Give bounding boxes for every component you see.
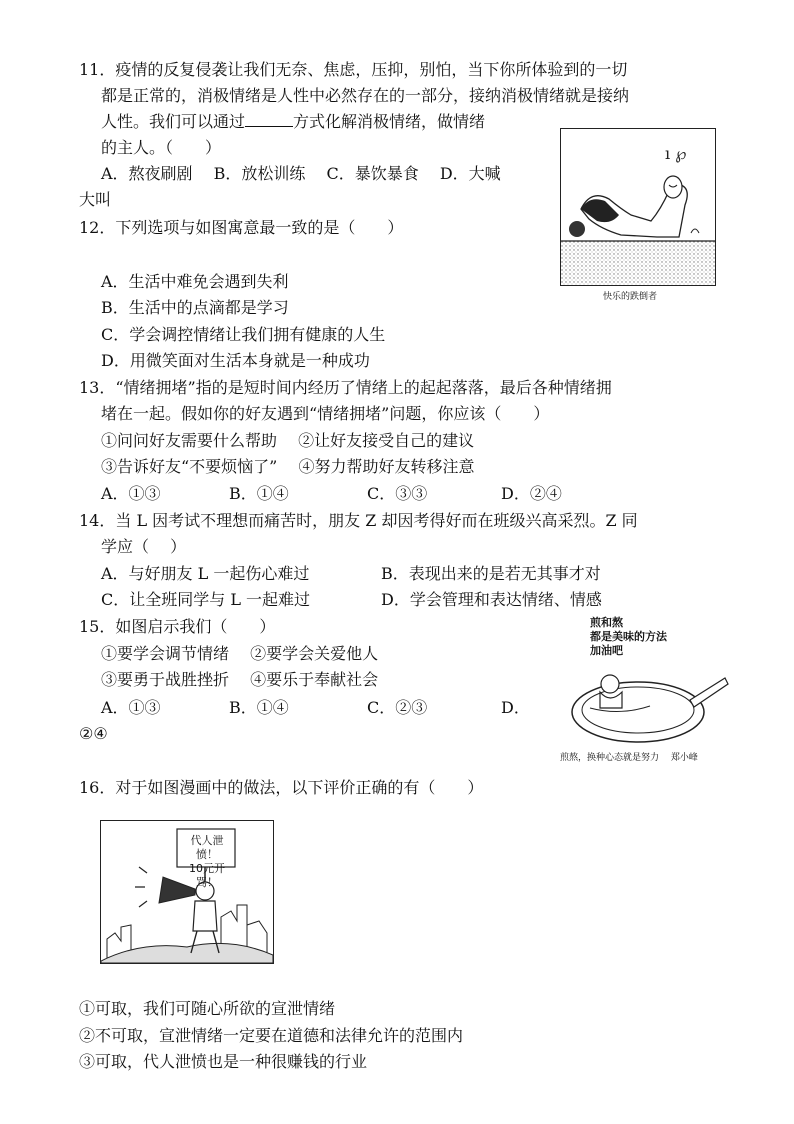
q13-option-b: B．①④ bbox=[229, 484, 289, 503]
q11-line3-post: 方式化解消极情绪，做情绪 bbox=[293, 112, 486, 131]
q11-options: A．熬夜刷剧 B．放松训练 C．暴饮暴食 D．大喊 bbox=[101, 164, 501, 183]
happy-faller-cartoon bbox=[560, 128, 716, 286]
q14-line2: 学应（ ） bbox=[101, 537, 187, 556]
q12-option-a: A．生活中难免会遇到失利 bbox=[101, 272, 289, 291]
q15-option-c: C．②③ bbox=[367, 698, 428, 717]
q14-line1: 14．当 L 因考试不理想而痛苦时，朋友 Z 却因考得好而在班级兴高采烈。Z 同 bbox=[79, 511, 638, 530]
q11-line3 bbox=[101, 112, 485, 132]
frying-pan-cartoon bbox=[560, 612, 730, 764]
q13-line2: 堵在一起。假如你的好友遇到“情绪拥堵”问题，你应该（ ） bbox=[101, 404, 550, 423]
q15-option-b: B．①④ bbox=[229, 698, 289, 717]
q15-stem: 15．如图启示我们（ ） bbox=[79, 617, 276, 636]
q12-option-c: C．学会调控情绪让我们拥有健康的人生 bbox=[101, 325, 386, 344]
q13-option-a: A．①③ bbox=[101, 484, 161, 503]
q11-line3-pre: 人性。我们可以通过 bbox=[101, 112, 246, 131]
q16-statement-2: ②不可取，宣泄情绪一定要在道德和法律允许的范围内 bbox=[79, 1026, 464, 1045]
q11-line4: 的主人。（ ） bbox=[101, 138, 222, 157]
q15-option-a: A．①③ bbox=[101, 698, 161, 717]
q15-statements-1: ①要学会调节情绪 ②要学会关爱他人 bbox=[101, 644, 379, 663]
venting-sign-line-2: 10元开骂！ bbox=[189, 862, 225, 889]
q14-option-b: B．表现出来的是若无其事才对 bbox=[381, 564, 601, 583]
q15-statements-2: ③要勇于战胜挫折 ④要乐于奉献社会 bbox=[101, 670, 379, 689]
q12-stem: 12．下列选项与如图寓意最一致的是（ ） bbox=[79, 218, 404, 237]
q15-option-d: D． bbox=[501, 698, 530, 717]
q15-figure-text-1: 煎和熬 bbox=[590, 616, 623, 629]
svg-text:ı ℘: ı ℘ bbox=[665, 144, 687, 163]
q12-option-b: B．生活中的点滴都是学习 bbox=[101, 298, 289, 317]
q15-figure-text-2: 都是美味的方法 bbox=[590, 630, 667, 643]
q15-figure-caption bbox=[560, 750, 698, 763]
q14-option-d: D．学会管理和表达情绪、情感 bbox=[381, 590, 602, 609]
q13-statements-1: ①问问好友需要什么帮助 ②让好友接受自己的建议 bbox=[101, 431, 475, 450]
venting-sign bbox=[181, 834, 233, 890]
q11-line1: 11．疫情的反复侵袭让我们无奈、焦虑，压抑，别怕，当下你所体验到的一切 bbox=[79, 60, 628, 79]
q15-option-d-wrap: ②④ bbox=[79, 724, 108, 743]
q16-statement-1: ①可取，我们可随心所欲的宣泄情绪 bbox=[79, 999, 336, 1018]
q15-caption-text: 煎熬，换种心态就是努力 bbox=[560, 753, 660, 763]
q15-caption-author: 郑小峰 bbox=[670, 753, 698, 763]
q13-option-d: D．②④ bbox=[501, 484, 562, 503]
q14-option-c: C．让全班同学与 L 一起难过 bbox=[101, 590, 311, 609]
q12-figure-caption: 快乐的跌倒者 bbox=[603, 292, 658, 302]
faller-illustration bbox=[561, 129, 715, 285]
q11-blank bbox=[245, 112, 293, 127]
q14-option-a: A．与好朋友 L 一起伤心难过 bbox=[101, 564, 310, 583]
q12-option-d: D．用微笑面对生活本身就是一种成功 bbox=[101, 351, 370, 370]
venting-sign-line-1: 代人泄愤！ bbox=[190, 834, 224, 861]
q15-figure-text-3: 加油吧 bbox=[590, 644, 623, 657]
q11-options-wrap: 大叫 bbox=[79, 190, 112, 209]
q13-line1: 13．“情绪拥堵”指的是短时间内经历了情绪上的起起落落，最后各种情绪拥 bbox=[79, 378, 612, 397]
venting-service-cartoon bbox=[100, 820, 274, 964]
pan-illustration bbox=[560, 612, 730, 764]
q16-stem: 16．对于如图漫画中的做法，以下评价正确的有（ ） bbox=[79, 778, 484, 797]
q13-statements-2: ③告诉好友“不要烦恼了” ④努力帮助好友转移注意 bbox=[101, 457, 475, 476]
q13-option-c: C．③③ bbox=[367, 484, 428, 503]
q16-statement-3: ③可取，代人泄愤也是一种很赚钱的行业 bbox=[79, 1052, 368, 1071]
q11-line2: 都是正常的，消极情绪是人性中必然存在的一部分，接纳消极情绪就是接纳 bbox=[101, 86, 630, 105]
